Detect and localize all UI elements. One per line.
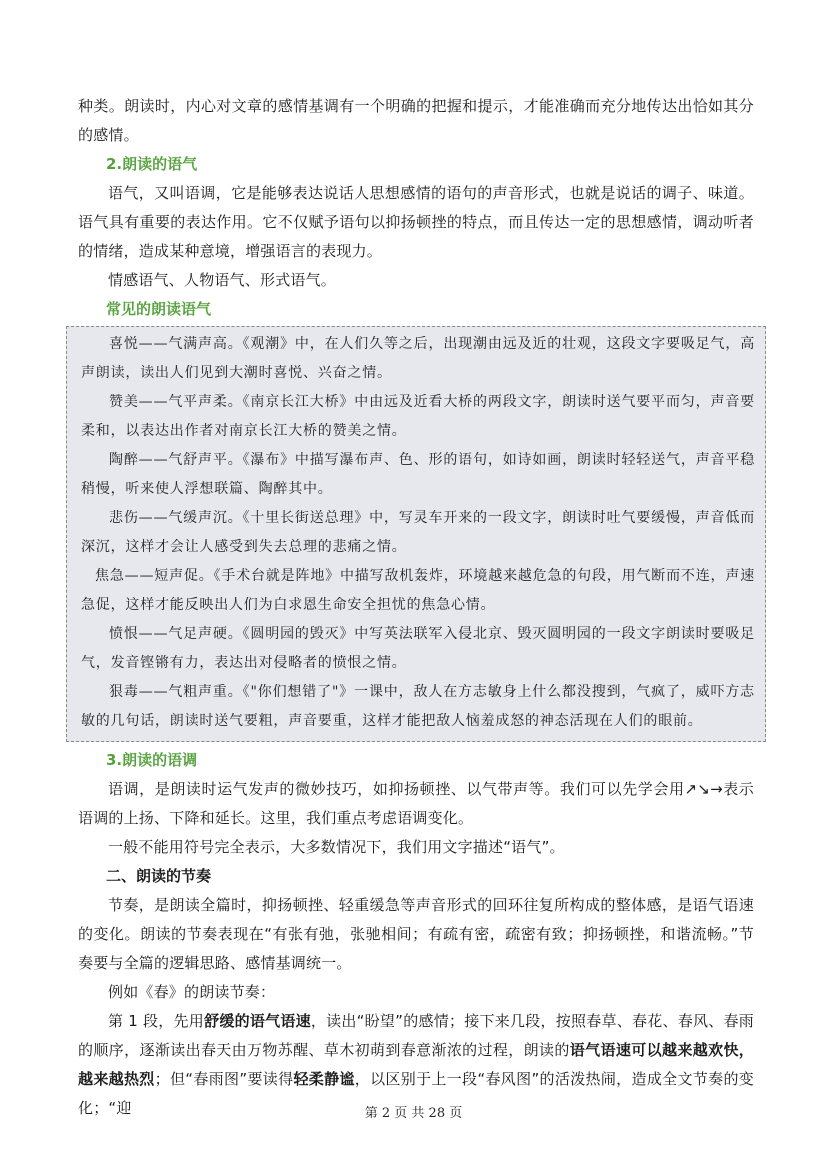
rhythm-bold-1: 舒缓的语气语速 — [204, 1012, 311, 1030]
tone-examples-box — [66, 326, 766, 742]
tone-example-intoxication: 陶醉——气舒声平。《瀑布》中描写瀑布声、色、形的语句，如诗如画，朗读时轻轻送气，声音平稳稍慢，听来使人浮想联篇、陶醉其中。 — [81, 452, 755, 497]
rhythm-bold-3: 轻柔静谧 — [293, 1070, 355, 1088]
rhythm-example-intro: 例如《春》的朗读节奏： — [108, 983, 276, 1001]
page-footer: 第 2 页 共 28 页 — [364, 1106, 463, 1121]
intonation-paragraph: 语调，是朗读时运气发声的微妙技巧，如抑扬顿挫、以气带声等。我们可以先学会用↗↘→表示语调的上扬、下降和延长。这里，我们重点考虑语调变化。 — [78, 780, 754, 827]
common-tone-subheading: 常见的朗读语气 — [106, 300, 212, 318]
rhythm-text-4: ，以区别于上一段“春风图”的活泼热闹，造成全文节奏的变化；“迎 — [78, 1070, 754, 1117]
section-intonation-heading: 3.朗读的语调 — [106, 751, 198, 769]
tone-example-hatred: 愤恨——气足声硬。《圆明园的毁灭》中写英法联军入侵北京、毁灭圆明园的一段文字朗读时要吸足气，发音铿锵有力，表达出对侵略者的愤恨之情。 — [81, 626, 755, 671]
section-tone-heading: 2.朗读的语气 — [106, 155, 198, 173]
tone-example-joy: 喜悦——气满声高。《观潮》中，在人们久等之后，出现潮由远及近的壮观，这段文字要吸足气，高声朗读，读出人们见到大潮时喜悦、兴奋之情。 — [81, 336, 755, 381]
tone-example-vicious: 狠毒——气粗声重。《"你们想错了"》一课中，敌人在方志敏身上什么都没搜到，气疯了，威吓方志敏的几句话，朗读时送气要粗，声音要重，这样才能把敌人恼羞成怒的神态活现在人们的眼前。 — [81, 684, 755, 729]
rhythm-definition-paragraph: 节奏，是朗读全篇时，抑扬顿挫、轻重缓急等声音形式的回环往复所构成的整体感，是语气语速的变化。朗读的节奏表现在“有张有弛，张驰相间；有疏有密，疏密有致；抑扬顿挫，和谐流畅。”节奏要与全篇的逻辑思路、感情基调统一。 — [78, 896, 754, 972]
tone-example-sorrow: 悲伤——气缓声沉。《十里长街送总理》中，写灵车开来的一段文字，朗读时吐气要缓慢，声音低而深沉，这样才会让人感受到失去总理的悲痛之情。 — [81, 510, 755, 555]
tone-definition-paragraph: 语气，又叫语调，它是能够表达说话人思想感情的语句的声音形式，也就是说话的调子、味道。语气具有重要的表达作用。它不仅赋予语句以抑扬顿挫的特点，而且传达一定的思想感情，调动听者的情绪，造成某种意境，增强语言的表现力。 — [78, 184, 754, 260]
intro-paragraph: 种类。朗读时，内心对文章的感情基调有一个明确的把握和提示，才能准确而充分地传达出恰如其分的感情。 — [78, 97, 754, 144]
rhythm-text-3: ；但“春雨图”要读得 — [154, 1070, 294, 1088]
rhythm-bold-2: 语气语速可以越来越欢快，越来越热烈 — [78, 1041, 755, 1088]
tone-example-praise: 赞美——气平声柔。《南京长江大桥》中由远及近看大桥的两段文字，朗读时送气要平而匀，声音要柔和，以表达出作者对南京长江大桥的赞美之情。 — [81, 394, 755, 439]
document-page — [78, 92, 754, 1123]
tone-example-anxiety: 焦急——短声促。《手术台就是阵地》中描写敌机轰炸，环境越来越危急的句段，用气断而不连，声速急促，这样才能反映出人们为白求恩生命安全担忧的焦急心情。 — [81, 568, 755, 613]
intonation-note-paragraph: 一般不能用符号完全表示，大多数情况下，我们用文字描述“语气”。 — [108, 838, 565, 856]
section-rhythm-heading: 二、朗读的节奏 — [106, 867, 212, 885]
rhythm-text-1: 第 1 段，先用 — [108, 1012, 205, 1030]
rhythm-text-2: ，读出“盼望”的感情；接下来几段，按照春草、春花、春风、春雨的顺序，逐渐读出春天由万物苏醒、草木初萌到春意渐浓的过程，朗读的 — [78, 1012, 755, 1059]
tone-types-paragraph: 情感语气、人物语气、形式语气。 — [108, 271, 337, 289]
